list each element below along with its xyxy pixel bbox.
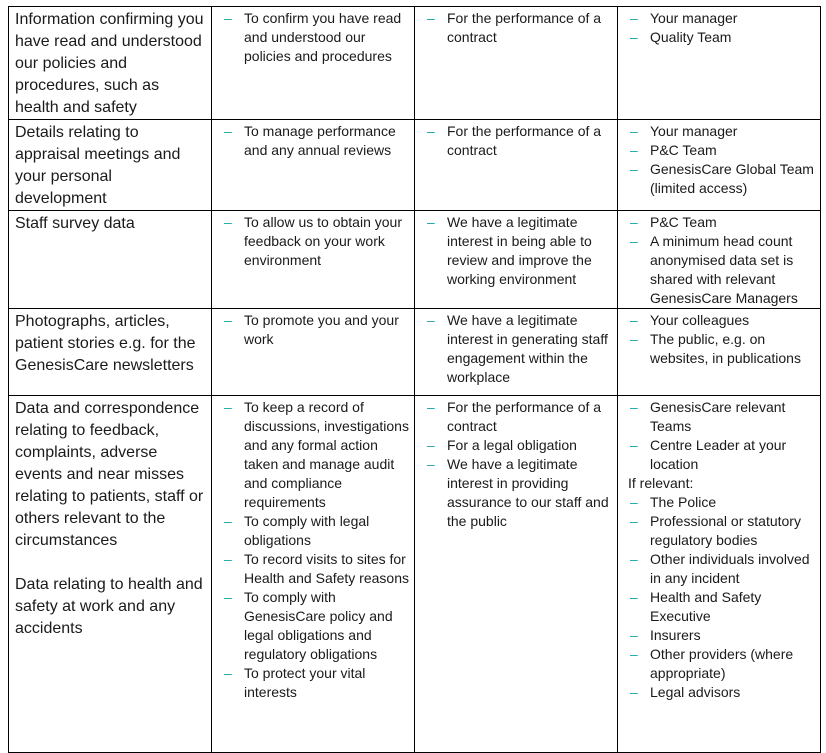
- dash-bullet-icon: –: [427, 399, 435, 415]
- list-item: – We have a legitimate interest in generating staff engagement within the workplace: [427, 312, 608, 385]
- dash-bullet-icon: –: [224, 551, 232, 567]
- recipients-cell: [618, 309, 821, 396]
- list-item: – To confirm you have read and understood our policies and procedures: [224, 10, 402, 64]
- list-item: – Quality Team: [630, 29, 732, 45]
- lawful-basis-cell: [415, 309, 618, 396]
- category-cell: [9, 211, 212, 309]
- recipients-list: [624, 398, 816, 474]
- lawful-basis-list: [421, 213, 613, 289]
- list-item: – The Police: [630, 494, 717, 510]
- table-row: [9, 309, 821, 396]
- list-item: – To comply with GenesisCare policy and legal obligations and regulatory obligations: [224, 589, 393, 662]
- recipients-cell: [618, 211, 821, 309]
- recipients-list: [624, 9, 816, 47]
- list-item: – For a legal obligation: [427, 437, 577, 453]
- dash-bullet-icon: –: [630, 142, 638, 158]
- list-item: – Professional or statutory regulatory bodies: [630, 513, 801, 548]
- recipients-list: [624, 213, 816, 308]
- category-cell: [9, 309, 212, 396]
- dash-bullet-icon: –: [630, 399, 638, 415]
- dash-bullet-icon: –: [427, 10, 435, 26]
- recipients-cell: [618, 396, 821, 753]
- recipients-list: [624, 311, 816, 368]
- table-row: [9, 396, 821, 753]
- list-item: – The public, e.g. on websites, in publications: [630, 331, 801, 366]
- dash-bullet-icon: –: [630, 161, 638, 177]
- category-text: Photographs, articles, patient stories e.g. for the GenesisCare newsletters: [15, 313, 196, 374]
- dash-bullet-icon: –: [427, 214, 435, 230]
- list-item: – P&C Team: [630, 142, 717, 158]
- list-item: – To comply with legal obligations: [224, 513, 370, 548]
- dash-bullet-icon: –: [224, 123, 232, 139]
- dash-bullet-icon: –: [224, 10, 232, 26]
- table-row: [9, 7, 821, 120]
- purpose-cell: [212, 120, 415, 211]
- dash-bullet-icon: –: [224, 399, 232, 415]
- dash-bullet-icon: –: [427, 456, 435, 472]
- list-item: – Legal advisors: [630, 684, 741, 700]
- list-item: – For the performance of a contract: [427, 123, 602, 158]
- purpose-cell: [212, 396, 415, 753]
- list-item: – Insurers: [630, 627, 701, 643]
- lawful-basis-list: [421, 311, 613, 387]
- category-text: Data and correspondence relating to feedback, complaints, adverse events and near misses relating to patients, staff or others relevant to the circumstances: [15, 400, 204, 549]
- lawful-basis-list: [421, 122, 613, 160]
- list-item: – GenesisCare relevant Teams: [630, 399, 786, 434]
- dash-bullet-icon: –: [427, 123, 435, 139]
- dash-bullet-icon: –: [630, 646, 638, 662]
- list-item: – P&C Team: [630, 214, 717, 230]
- dash-bullet-icon: –: [630, 214, 638, 230]
- dash-bullet-icon: –: [630, 10, 638, 26]
- dash-bullet-icon: –: [630, 589, 638, 605]
- category-text: Data relating to health and safety at work and any accidents: [15, 576, 203, 637]
- lawful-basis-cell: [415, 211, 618, 309]
- dash-bullet-icon: –: [630, 123, 638, 139]
- data-processing-table: [8, 6, 821, 753]
- dash-bullet-icon: –: [224, 589, 232, 605]
- if-relevant-note: If relevant:: [628, 475, 694, 491]
- dash-bullet-icon: –: [224, 665, 232, 681]
- purpose-list: [218, 122, 410, 160]
- list-item: – Your manager: [630, 10, 738, 26]
- category-text: Details relating to appraisal meetings and your personal development: [15, 124, 181, 207]
- list-item: – For the performance of a contract: [427, 10, 602, 45]
- dash-bullet-icon: –: [630, 233, 638, 249]
- recipients-cell: [618, 120, 821, 211]
- dash-bullet-icon: –: [630, 331, 638, 347]
- list-item: – Centre Leader at your location: [630, 437, 787, 472]
- table-row: [9, 211, 821, 309]
- purpose-list: [218, 213, 410, 270]
- recipients-extra-list: [624, 493, 816, 702]
- category-text: Staff survey data: [15, 215, 135, 232]
- list-item: – Other providers (where appropriate): [630, 646, 794, 681]
- lawful-basis-cell: [415, 120, 618, 211]
- dash-bullet-icon: –: [630, 684, 638, 700]
- lawful-basis-list: [421, 398, 613, 531]
- dash-bullet-icon: –: [427, 437, 435, 453]
- category-cell: [9, 396, 212, 753]
- dash-bullet-icon: –: [630, 312, 638, 328]
- dash-bullet-icon: –: [630, 494, 638, 510]
- list-item: – Your manager: [630, 123, 738, 139]
- dash-bullet-icon: –: [630, 29, 638, 45]
- dash-bullet-icon: –: [630, 551, 638, 567]
- dash-bullet-icon: –: [630, 627, 638, 643]
- dash-bullet-icon: –: [224, 513, 232, 529]
- dash-bullet-icon: –: [630, 437, 638, 453]
- list-item: – GenesisCare Global Team (limited access): [630, 161, 814, 196]
- list-item: – To record visits to sites for Health and Safety reasons: [224, 551, 409, 586]
- list-item: – We have a legitimate interest in being able to review and improve the working environment: [427, 214, 592, 287]
- list-item: – We have a legitimate interest in providing assurance to our staff and the public: [427, 456, 609, 529]
- purpose-list: [218, 9, 410, 66]
- list-item: – A minimum head count anonymised data set is shared with relevant GenesisCare Managers: [630, 233, 798, 306]
- list-item: – To keep a record of discussions, investigations and any formal action taken and manage audit and compliance requirements: [224, 399, 409, 510]
- list-item: – To promote you and your work: [224, 312, 399, 347]
- category-text: Information confirming you have read and understood our policies and procedures, such as health and safety: [15, 11, 204, 116]
- table-row: [9, 120, 821, 211]
- dash-bullet-icon: –: [224, 312, 232, 328]
- list-item: – Your colleagues: [630, 312, 750, 328]
- purpose-list: [218, 398, 410, 702]
- purpose-list: [218, 311, 410, 349]
- list-item: – To protect your vital interests: [224, 665, 366, 700]
- recipients-cell: [618, 7, 821, 120]
- list-item: – For the performance of a contract: [427, 399, 602, 434]
- purpose-cell: [212, 211, 415, 309]
- recipients-list: [624, 122, 816, 198]
- purpose-cell: [212, 7, 415, 120]
- purpose-cell: [212, 309, 415, 396]
- dash-bullet-icon: –: [630, 513, 638, 529]
- lawful-basis-cell: [415, 7, 618, 120]
- category-cell: [9, 7, 212, 120]
- list-item: – To allow us to obtain your feedback on your work environment: [224, 214, 402, 268]
- category-cell: [9, 120, 212, 211]
- lawful-basis-cell: [415, 396, 618, 753]
- dash-bullet-icon: –: [427, 312, 435, 328]
- list-item: – To manage performance and any annual reviews: [224, 123, 396, 158]
- list-item: – Other individuals involved in any incident: [630, 551, 810, 586]
- list-item: – Health and Safety Executive: [630, 589, 762, 624]
- lawful-basis-list: [421, 9, 613, 47]
- dash-bullet-icon: –: [224, 214, 232, 230]
